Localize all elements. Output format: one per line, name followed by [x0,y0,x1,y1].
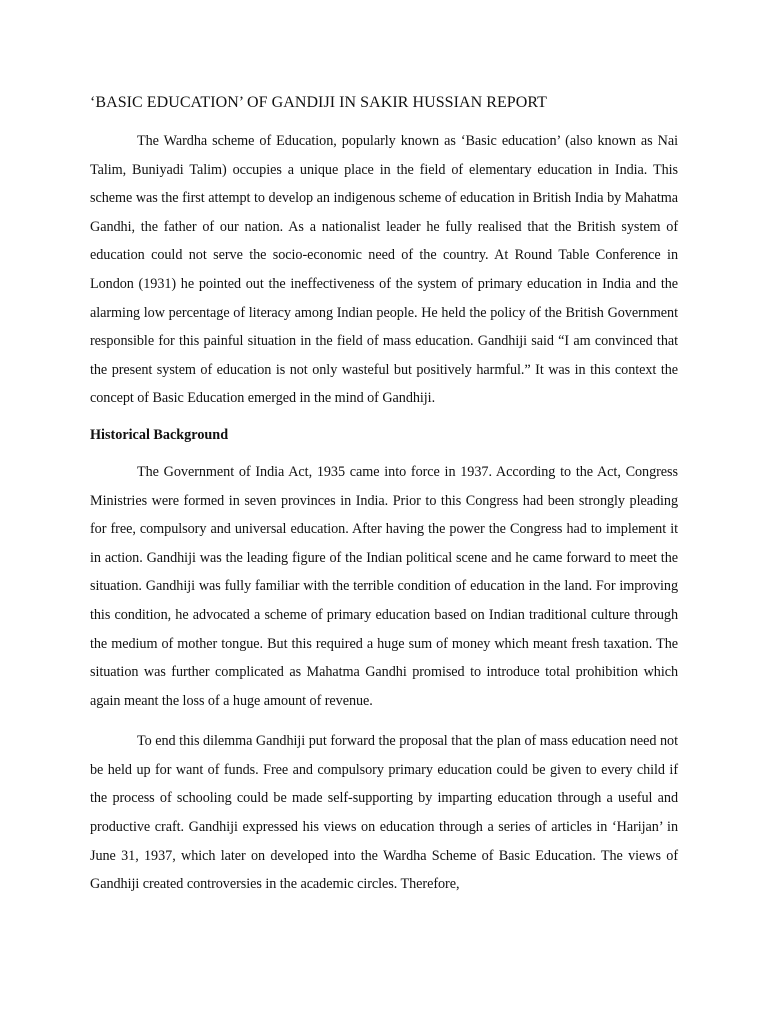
document-page [90,92,678,899]
intro-paragraph: The Wardha scheme of Education, popularly known as ‘Basic education’ (also known as Nai Talim, Buniyadi Talim) occupies a unique place in the field of elementary education in India. This scheme was the first attempt to develop an indigenous scheme of education in British India by Mahatma Gandhi, the father of our nation. As a nationalist leader he fully realised that the British system of education could not serve the socio-economic need of the country. At Round Table Conference in London (1931) he pointed out the ineffectiveness of the system of primary education in India and the alarming low percentage of literacy among Indian people. He held the policy of the British Government responsible for this painful situation in the field of mass education. Gandhiji said “I am convinced that the present system of education is not only wasteful but positively harmful.” It was in this context the concept of Basic Education emerged in the mind of Gandhiji. [90,133,678,407]
document-title: ‘BASIC EDUCATION’ OF GANDIJI IN SAKIR HUSSIAN REPORT [90,94,547,111]
section-heading-historical-background: Historical Background [90,426,229,443]
historical-paragraph-2: To end this dilemma Gandhiji put forward the proposal that the plan of mass education need not be held up for want of funds. Free and compulsory primary education could be given to every child if the process of schooling could be made self-supporting by imparting education through a useful and productive craft. Gandhiji expressed his views on education through a series of articles in ‘Harijan’ in June 31, 1937, which later on developed into the Wardha Scheme of Basic Education. The views of Gandhiji created controversies in the academic circles. Therefore, [90,733,678,893]
historical-paragraph-1: The Government of India Act, 1935 came into force in 1937. According to the Act, Congress Ministries were formed in seven provinces in India. Prior to this Congress had been strongly pleading for free, compulsory and universal education. After having the power the Congress had to implement it in action. Gandhiji was the leading figure of the Indian political scene and he came forward to meet the situation. Gandhiji was fully familiar with the terrible condition of education in the land. For improving this condition, he advocated a scheme of primary education based on Indian traditional culture through the medium of mother tongue. But this required a huge sum of money which meant fresh taxation. The situation was further complicated as Mahatma Gandhi promised to introduce total prohibition which again meant the loss of a huge amount of revenue. [90,463,678,709]
